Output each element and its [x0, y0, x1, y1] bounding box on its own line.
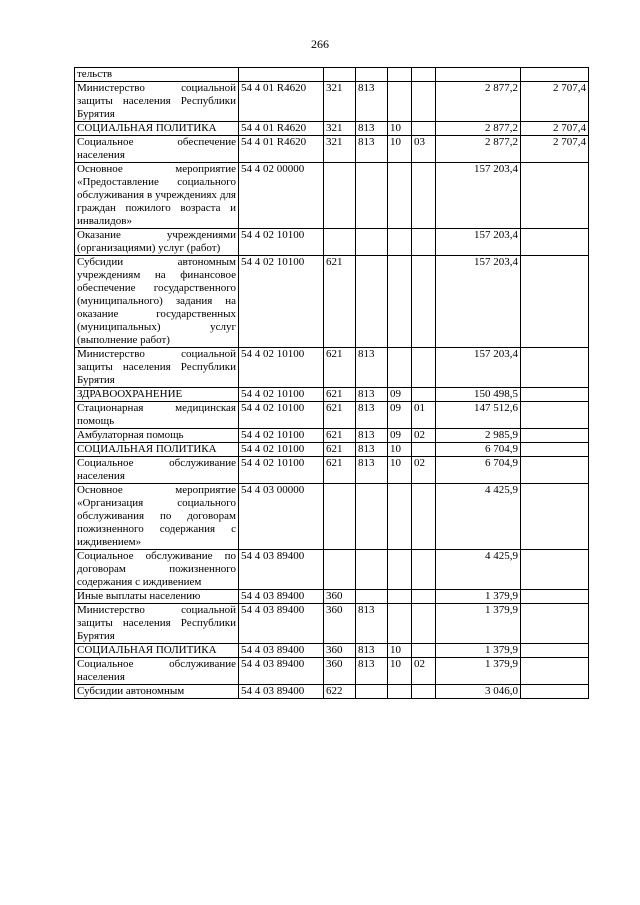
- target-code-cell: 54 4 03 89400: [239, 590, 324, 604]
- amount-year1-cell: 157 203,4: [436, 256, 521, 348]
- amount-year2-cell: 2 707,4: [521, 82, 589, 122]
- section-cell: 10: [388, 658, 412, 685]
- amount-year1-cell: 147 512,6: [436, 402, 521, 429]
- amount-year1-cell: 1 379,9: [436, 590, 521, 604]
- section-cell: 10: [388, 457, 412, 484]
- subsection-cell: [412, 68, 436, 82]
- amount-year2-cell: [521, 348, 589, 388]
- expense-type-cell: 360: [324, 604, 356, 644]
- section-cell: [388, 82, 412, 122]
- ministry-code-cell: [356, 229, 388, 256]
- expense-type-cell: [324, 484, 356, 550]
- amount-year1-cell: 2 877,2: [436, 122, 521, 136]
- ministry-code-cell: [356, 550, 388, 590]
- table-row: [75, 82, 589, 122]
- row-name-cell: Социальное обслуживание населения: [75, 457, 239, 484]
- subsection-cell: [412, 484, 436, 550]
- row-name-cell: Оказание учреждениями (организациями) услуг (работ): [75, 229, 239, 256]
- table-row: [75, 163, 589, 229]
- amount-year2-cell: [521, 658, 589, 685]
- expense-type-cell: [324, 550, 356, 590]
- expense-type-cell: 621: [324, 348, 356, 388]
- target-code-cell: 54 4 02 10100: [239, 348, 324, 388]
- ministry-code-cell: 813: [356, 658, 388, 685]
- table-row: [75, 590, 589, 604]
- amount-year2-cell: [521, 229, 589, 256]
- amount-year2-cell: [521, 256, 589, 348]
- budget-table: [74, 67, 589, 699]
- amount-year2-cell: [521, 685, 589, 699]
- ministry-code-cell: 813: [356, 443, 388, 457]
- amount-year1-cell: 1 379,9: [436, 658, 521, 685]
- expense-type-cell: [324, 163, 356, 229]
- amount-year1-cell: 2 985,9: [436, 429, 521, 443]
- row-name-cell: Социальное обслуживание населения: [75, 658, 239, 685]
- table-row: [75, 68, 589, 82]
- subsection-cell: [412, 604, 436, 644]
- expense-type-cell: 321: [324, 82, 356, 122]
- amount-year2-cell: [521, 388, 589, 402]
- row-name-cell: Министерство социальной защиты населения Республики Бурятия: [75, 604, 239, 644]
- expense-type-cell: 621: [324, 443, 356, 457]
- row-name-cell: Социальное обслуживание по договорам пожизненного содержания с иждивением: [75, 550, 239, 590]
- expense-type-cell: [324, 68, 356, 82]
- table-row: [75, 685, 589, 699]
- amount-year2-cell: [521, 484, 589, 550]
- ministry-code-cell: [356, 484, 388, 550]
- subsection-cell: [412, 348, 436, 388]
- row-name-cell: ЗДРАВООХРАНЕНИЕ: [75, 388, 239, 402]
- table-row: [75, 644, 589, 658]
- target-code-cell: 54 4 02 10100: [239, 229, 324, 256]
- amount-year2-cell: 2 707,4: [521, 136, 589, 163]
- amount-year2-cell: [521, 604, 589, 644]
- subsection-cell: [412, 256, 436, 348]
- ministry-code-cell: 813: [356, 644, 388, 658]
- subsection-cell: [412, 590, 436, 604]
- section-cell: [388, 68, 412, 82]
- table-row: [75, 229, 589, 256]
- ministry-code-cell: 813: [356, 136, 388, 163]
- section-cell: 09: [388, 388, 412, 402]
- expense-type-cell: 360: [324, 658, 356, 685]
- section-cell: [388, 256, 412, 348]
- subsection-cell: [412, 122, 436, 136]
- row-name-cell: Министерство социальной защиты населения Республики Бурятия: [75, 82, 239, 122]
- table-row: [75, 402, 589, 429]
- table-row: [75, 443, 589, 457]
- amount-year1-cell: 4 425,9: [436, 484, 521, 550]
- ministry-code-cell: [356, 163, 388, 229]
- amount-year1-cell: 157 203,4: [436, 348, 521, 388]
- amount-year1-cell: 4 425,9: [436, 550, 521, 590]
- section-cell: [388, 685, 412, 699]
- amount-year1-cell: 6 704,9: [436, 443, 521, 457]
- subsection-cell: [412, 443, 436, 457]
- table-row: [75, 388, 589, 402]
- subsection-cell: [412, 388, 436, 402]
- page-number: 266: [311, 37, 329, 51]
- section-cell: [388, 348, 412, 388]
- section-cell: [388, 590, 412, 604]
- target-code-cell: 54 4 02 10100: [239, 256, 324, 348]
- row-name-cell: Амбулаторная помощь: [75, 429, 239, 443]
- subsection-cell: [412, 163, 436, 229]
- subsection-cell: [412, 644, 436, 658]
- table-row: [75, 136, 589, 163]
- target-code-cell: 54 4 02 00000: [239, 163, 324, 229]
- row-name-cell: Министерство социальной защиты населения Республики Бурятия: [75, 348, 239, 388]
- table-row: [75, 550, 589, 590]
- amount-year1-cell: 157 203,4: [436, 229, 521, 256]
- expense-type-cell: 622: [324, 685, 356, 699]
- subsection-cell: 01: [412, 402, 436, 429]
- amount-year1-cell: 2 877,2: [436, 136, 521, 163]
- expense-type-cell: 621: [324, 388, 356, 402]
- amount-year2-cell: 2 707,4: [521, 122, 589, 136]
- subsection-cell: [412, 685, 436, 699]
- subsection-cell: [412, 82, 436, 122]
- expense-type-cell: [324, 229, 356, 256]
- row-name-cell: Основное мероприятие «Предоставление социального обслуживания в учреждениях для граждан пожилого возраста и инвалидов»: [75, 163, 239, 229]
- amount-year1-cell: 6 704,9: [436, 457, 521, 484]
- ministry-code-cell: 813: [356, 457, 388, 484]
- amount-year2-cell: [521, 429, 589, 443]
- table-row: [75, 658, 589, 685]
- row-name-cell: Субсидии автономным учреждениям на финансовое обеспечение государственного (муниципального) задания на оказание государственных (муниципальных) услуг (выполнение работ): [75, 256, 239, 348]
- expense-type-cell: 360: [324, 644, 356, 658]
- table-row: [75, 484, 589, 550]
- ministry-code-cell: 813: [356, 122, 388, 136]
- target-code-cell: 54 4 02 10100: [239, 457, 324, 484]
- row-name-cell: СОЦИАЛЬНАЯ ПОЛИТИКА: [75, 122, 239, 136]
- section-cell: [388, 229, 412, 256]
- ministry-code-cell: [356, 685, 388, 699]
- expense-type-cell: 621: [324, 256, 356, 348]
- ministry-code-cell: 813: [356, 388, 388, 402]
- section-cell: 10: [388, 136, 412, 163]
- target-code-cell: [239, 68, 324, 82]
- amount-year1-cell: [436, 68, 521, 82]
- amount-year2-cell: [521, 590, 589, 604]
- amount-year2-cell: [521, 163, 589, 229]
- amount-year1-cell: 2 877,2: [436, 82, 521, 122]
- ministry-code-cell: 813: [356, 402, 388, 429]
- target-code-cell: 54 4 03 89400: [239, 550, 324, 590]
- row-name-cell: Иные выплаты населению: [75, 590, 239, 604]
- amount-year2-cell: [521, 402, 589, 429]
- subsection-cell: 03: [412, 136, 436, 163]
- subsection-cell: 02: [412, 658, 436, 685]
- expense-type-cell: 621: [324, 402, 356, 429]
- expense-type-cell: 621: [324, 457, 356, 484]
- target-code-cell: 54 4 03 89400: [239, 644, 324, 658]
- target-code-cell: 54 4 01 R4620: [239, 122, 324, 136]
- amount-year2-cell: [521, 443, 589, 457]
- subsection-cell: 02: [412, 429, 436, 443]
- amount-year2-cell: [521, 457, 589, 484]
- target-code-cell: 54 4 03 89400: [239, 658, 324, 685]
- table-row: [75, 348, 589, 388]
- section-cell: 10: [388, 122, 412, 136]
- ministry-code-cell: [356, 68, 388, 82]
- amount-year1-cell: 3 046,0: [436, 685, 521, 699]
- row-name-cell: Стационарная медицинская помощь: [75, 402, 239, 429]
- ministry-code-cell: 813: [356, 348, 388, 388]
- subsection-cell: [412, 229, 436, 256]
- section-cell: 09: [388, 429, 412, 443]
- subsection-cell: 02: [412, 457, 436, 484]
- ministry-code-cell: 813: [356, 604, 388, 644]
- table-row: [75, 122, 589, 136]
- target-code-cell: 54 4 02 10100: [239, 402, 324, 429]
- row-name-cell: СОЦИАЛЬНАЯ ПОЛИТИКА: [75, 644, 239, 658]
- section-cell: [388, 604, 412, 644]
- target-code-cell: 54 4 03 00000: [239, 484, 324, 550]
- amount-year1-cell: 157 203,4: [436, 163, 521, 229]
- target-code-cell: 54 4 03 89400: [239, 604, 324, 644]
- ministry-code-cell: [356, 256, 388, 348]
- row-name-cell: Субсидии автономным: [75, 685, 239, 699]
- subsection-cell: [412, 550, 436, 590]
- target-code-cell: 54 4 02 10100: [239, 429, 324, 443]
- section-cell: 10: [388, 644, 412, 658]
- ministry-code-cell: [356, 590, 388, 604]
- target-code-cell: 54 4 03 89400: [239, 685, 324, 699]
- budget-table-body: [75, 68, 589, 699]
- expense-type-cell: 321: [324, 136, 356, 163]
- amount-year1-cell: 1 379,9: [436, 604, 521, 644]
- target-code-cell: 54 4 02 10100: [239, 443, 324, 457]
- expense-type-cell: 321: [324, 122, 356, 136]
- expense-type-cell: 621: [324, 429, 356, 443]
- section-cell: 10: [388, 443, 412, 457]
- row-name-cell: СОЦИАЛЬНАЯ ПОЛИТИКА: [75, 443, 239, 457]
- ministry-code-cell: 813: [356, 82, 388, 122]
- table-row: [75, 256, 589, 348]
- table-row: [75, 457, 589, 484]
- ministry-code-cell: 813: [356, 429, 388, 443]
- row-name-cell: тельств: [75, 68, 239, 82]
- table-row: [75, 429, 589, 443]
- amount-year2-cell: [521, 68, 589, 82]
- expense-type-cell: 360: [324, 590, 356, 604]
- section-cell: 09: [388, 402, 412, 429]
- amount-year1-cell: 150 498,5: [436, 388, 521, 402]
- target-code-cell: 54 4 01 R4620: [239, 82, 324, 122]
- amount-year2-cell: [521, 550, 589, 590]
- section-cell: [388, 484, 412, 550]
- target-code-cell: 54 4 02 10100: [239, 388, 324, 402]
- row-name-cell: Основное мероприятие «Организация социального обслуживания по договорам пожизненного содержания с иждивением»: [75, 484, 239, 550]
- amount-year2-cell: [521, 644, 589, 658]
- amount-year1-cell: 1 379,9: [436, 644, 521, 658]
- table-row: [75, 604, 589, 644]
- row-name-cell: Социальное обеспечение населения: [75, 136, 239, 163]
- section-cell: [388, 163, 412, 229]
- target-code-cell: 54 4 01 R4620: [239, 136, 324, 163]
- section-cell: [388, 550, 412, 590]
